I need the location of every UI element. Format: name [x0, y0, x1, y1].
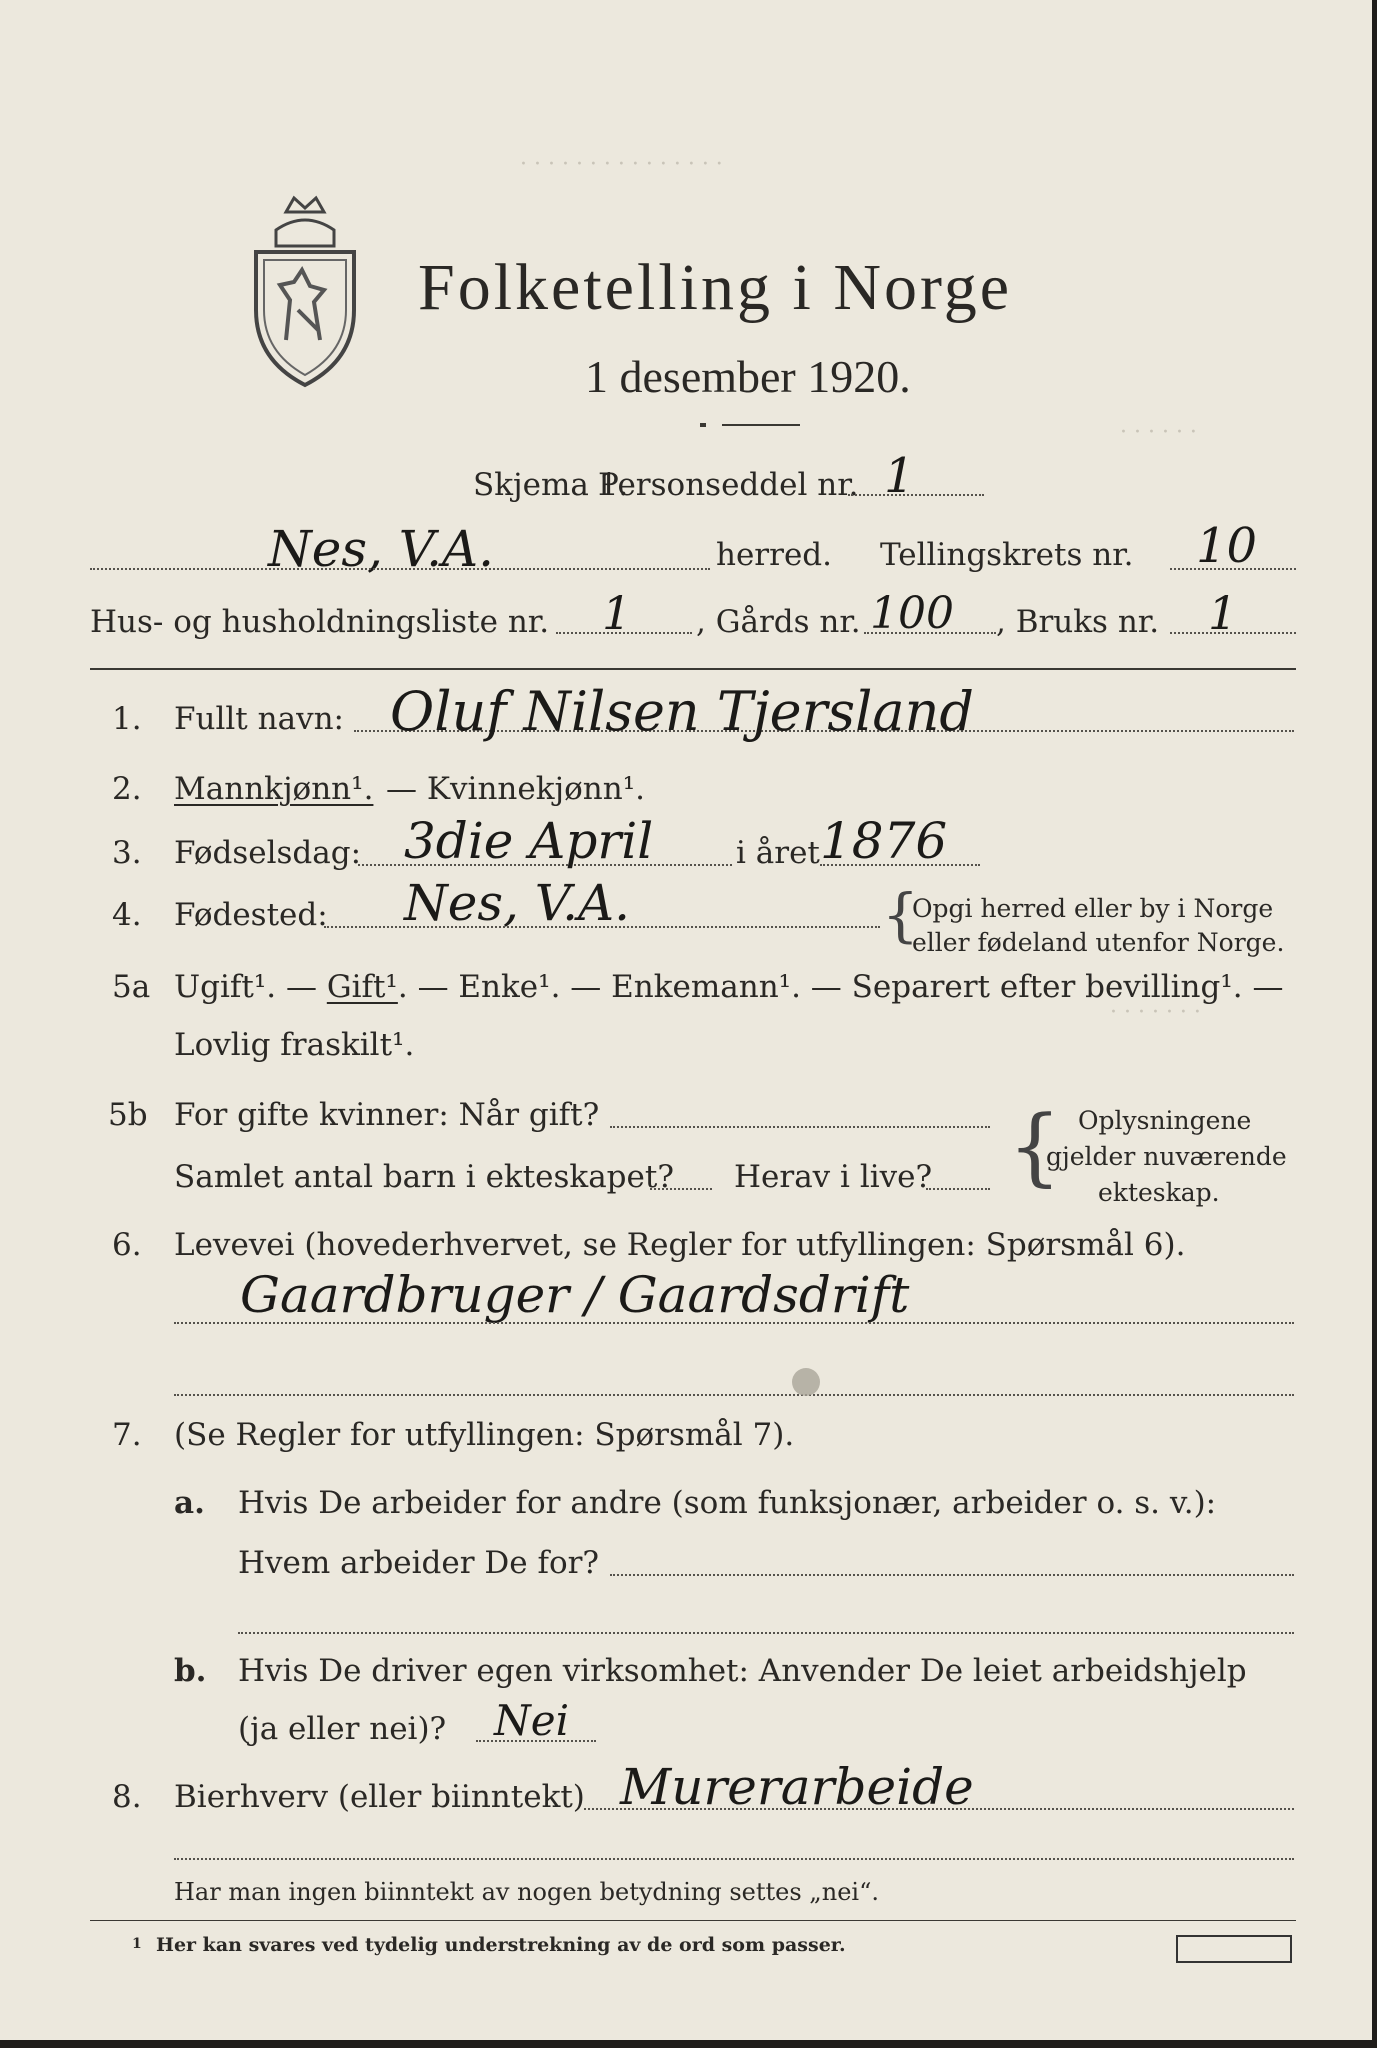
- employer-field-line1[interactable]: [610, 1574, 1294, 1576]
- herred-label: herred.: [716, 537, 832, 573]
- marital-married-option[interactable]: Gift¹: [326, 969, 398, 1005]
- printer-stamp: [1176, 1935, 1292, 1963]
- bleed-through-text: · · · · · · ·: [1110, 1000, 1201, 1025]
- q7b-letter: b.: [174, 1653, 207, 1689]
- side-income-note: Har man ingen biinntekt av nogen betydning settes „nei“.: [174, 1878, 879, 1906]
- side-income-value: Murerarbeide: [620, 1758, 974, 1816]
- q1-number: 1.: [112, 701, 142, 737]
- q5b-note-line1: Oplysningene: [1078, 1106, 1252, 1135]
- bleed-through-text: · · · · · · · · · · · · · · ·: [520, 152, 723, 177]
- q5b-number: 5b: [108, 1097, 148, 1133]
- personseddel-value: 1: [884, 448, 915, 504]
- birth-year-label: i året: [736, 835, 820, 871]
- q7a-employer-label: Hvem arbeider De for?: [238, 1545, 600, 1581]
- tellingskrets-value: 10: [1196, 518, 1258, 574]
- q7-number: 7.: [112, 1417, 142, 1453]
- q7a-label: Hvis De arbeider for andre (som funksjonær, arbeider o. s. v.):: [238, 1485, 1217, 1521]
- occupation-value: Gaardbruger / Gaardsdrift: [240, 1266, 910, 1324]
- occupation-field-line1[interactable]: [174, 1322, 1294, 1324]
- gards-value: 100: [870, 588, 954, 639]
- children-alive-label: Herav i live?: [734, 1159, 933, 1195]
- bleed-through-text: · · · · · ·: [1120, 420, 1197, 445]
- schema-label: Skjema 1.: [473, 467, 629, 503]
- children-count-label: Samlet antal barn i ekteskapet?: [174, 1159, 674, 1195]
- bruks-label: , Bruks nr.: [996, 604, 1160, 640]
- title-divider-dot: [700, 423, 706, 427]
- paper-spot: [792, 1368, 820, 1396]
- q6-number: 6.: [112, 1227, 142, 1263]
- q1-label: Fullt navn:: [174, 701, 344, 737]
- occupation-field-line2[interactable]: [174, 1394, 1294, 1396]
- q5b-note-line3: ekteskap.: [1098, 1178, 1220, 1207]
- children-count-field[interactable]: [650, 1188, 712, 1190]
- tellingskrets-label: Tellingskrets nr.: [880, 537, 1134, 573]
- q5b-note-brace: {: [1008, 1097, 1062, 1195]
- q4-note-line1: Opgi herred eller by i Norge: [912, 894, 1274, 923]
- birth-year-value: 1876: [820, 812, 948, 870]
- form-title: Folketelling i Norge: [418, 251, 1013, 324]
- herred-value: Nes, V.A.: [268, 520, 495, 578]
- q8-label: Bierhverv (eller biinntekt): [174, 1779, 585, 1815]
- full-name-value: Oluf Nilsen Tjersland: [390, 680, 974, 743]
- footnote-divider: [90, 1920, 1296, 1921]
- personseddel-field[interactable]: [848, 494, 984, 496]
- q4-number: 4.: [112, 897, 142, 933]
- marital-status-options[interactable]: [174, 969, 1284, 1005]
- personseddel-label: Personseddel nr.: [598, 467, 859, 503]
- husholdningsliste-value: 1: [602, 586, 632, 640]
- gender-male-option[interactable]: Mannkjønn¹.: [174, 771, 374, 807]
- birthday-value: 3die April: [404, 812, 654, 870]
- children-alive-field[interactable]: [926, 1188, 990, 1190]
- census-date: 1 desember 1920.: [585, 351, 911, 402]
- q7-label: (Se Regler for utfyllingen: Spørsmål 7).: [174, 1417, 795, 1453]
- married-when-field[interactable]: [610, 1126, 990, 1128]
- side-income-field-line2[interactable]: [174, 1858, 1294, 1860]
- marital-unmarried-option[interactable]: Ugift¹. —: [174, 969, 327, 1005]
- gender-female-option[interactable]: — Kvinnekjønn¹.: [386, 771, 645, 807]
- birthplace-value: Nes, V.A.: [404, 874, 631, 932]
- q3-label: Fødselsdag:: [174, 835, 362, 871]
- header-divider: [90, 668, 1296, 670]
- q8-number: 8.: [112, 1779, 142, 1815]
- q7b-question: (ja eller nei)?: [238, 1711, 447, 1747]
- bruks-value: 1: [1208, 586, 1238, 640]
- employer-field-line2[interactable]: [238, 1632, 1294, 1634]
- q2-number: 2.: [112, 771, 142, 807]
- q5b-label: For gifte kvinner: Når gift?: [174, 1097, 600, 1133]
- hired-help-value: Nei: [494, 1696, 570, 1745]
- coat-of-arms-emblem: [246, 190, 364, 390]
- q7a-letter: a.: [174, 1485, 205, 1521]
- q4-note-line2: eller fødeland utenfor Norge.: [912, 928, 1285, 957]
- gards-label: , Gårds nr.: [696, 604, 861, 640]
- footnote-mark: 1: [132, 1936, 142, 1952]
- herred-field[interactable]: [90, 568, 710, 570]
- q5b-note-line2: gjelder nuværende: [1046, 1142, 1287, 1171]
- q3-number: 3.: [112, 835, 142, 871]
- q6-label: Levevei (hovederhvervet, se Regler for utfyllingen: Spørsmål 6).: [174, 1227, 1186, 1263]
- q7b-label: Hvis De driver egen virksomhet: Anvender De leiet arbeidshjelp: [238, 1653, 1247, 1689]
- marital-divorced-option[interactable]: Lovlig fraskilt¹.: [174, 1027, 415, 1063]
- q4-label: Fødested:: [174, 897, 328, 933]
- husholdningsliste-label: Hus- og husholdningsliste nr.: [90, 604, 550, 640]
- title-divider: [722, 424, 800, 426]
- q4-note-brace: {: [882, 881, 919, 949]
- marital-other-options[interactable]: . — Enke¹. — Enkemann¹. — Separert efter bevilling¹. —: [397, 969, 1284, 1005]
- footnote-text: Her kan svares ved tydelig understrekning av de ord som passer.: [156, 1934, 846, 1956]
- q5a-number: 5a: [112, 969, 151, 1005]
